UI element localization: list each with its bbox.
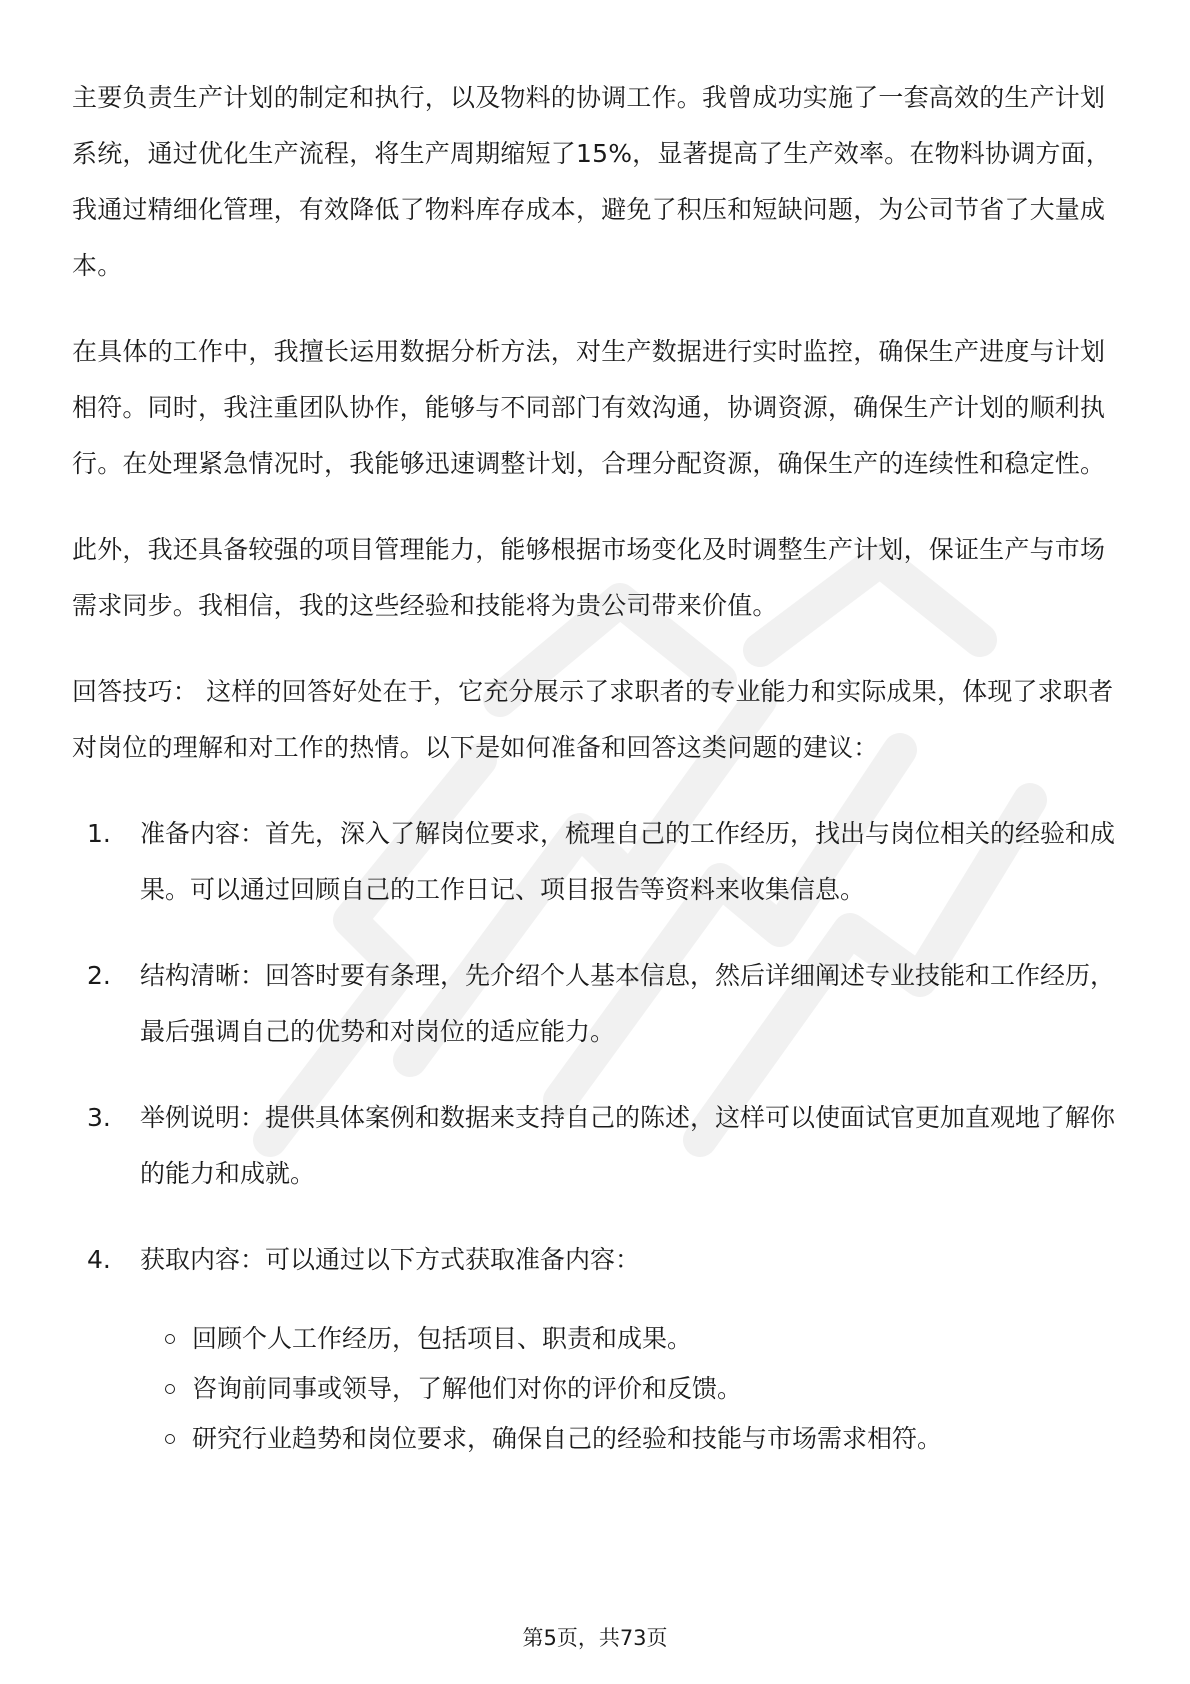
paragraph-2: 在具体的工作中，我擅长运用数据分析方法，对生产数据进行实时监控，确保生产进度与计划相符。同时，我注重团队协作，能够与不同部门有效沟通，协调资源，确保生产计划的顺利执行。在处理紧急情况时，我能够迅速调整计划，合理分配资源，确保生产的连续性和稳定性。	[72, 337, 1106, 478]
sub-list-item	[165, 1414, 1118, 1464]
list-item-text: 结构清晰：回答时要有条理，先介绍个人基本信息，然后详细阐述专业技能和工作经历，最后强调自己的优势和对岗位的适应能力。	[140, 961, 1116, 1046]
sub-list-item-text: 回顾个人工作经历，包括项目、职责和成果。	[192, 1324, 693, 1353]
sub-list-item-text: 研究行业趋势和岗位要求，确保自己的经验和技能与市场需求相符。	[192, 1424, 943, 1453]
list-item-number: 3.	[87, 1103, 111, 1132]
list-item-number: 4.	[87, 1245, 111, 1274]
list-item-number: 2.	[87, 961, 111, 990]
paragraph-3: 此外，我还具备较强的项目管理能力，能够根据市场变化及时调整生产计划，保证生产与市场需求同步。我相信，我的这些经验和技能将为贵公司带来价值。	[72, 535, 1106, 620]
list-item-text: 举例说明：提供具体案例和数据来支持自己的陈述，这样可以使面试官更加直观地了解你的能力和成就。	[140, 1103, 1116, 1188]
list-item-text: 获取内容：可以通过以下方式获取准备内容：	[140, 1245, 641, 1274]
sub-list-item	[165, 1364, 1118, 1414]
paragraph-1: 主要负责生产计划的制定和执行，以及物料的协调工作。我曾成功实施了一套高效的生产计划系统，通过优化生产流程，将生产周期缩短了15%，显著提高了生产效率。在物料协调方面，我通过精细化管理，有效降低了物料库存成本，避免了积压和短缺问题，为公司节省了大量成本。	[72, 83, 1111, 280]
list-item	[87, 1232, 1118, 1464]
sub-list-item	[165, 1314, 1118, 1364]
list-item-text: 准备内容：首先，深入了解岗位要求，梳理自己的工作经历，找出与岗位相关的经验和成果。可以通过回顾自己的工作日记、项目报告等资料来收集信息。	[140, 819, 1116, 904]
list-item-number: 1.	[87, 819, 111, 848]
bullet-circle-icon	[165, 1384, 175, 1394]
list-item	[87, 806, 1118, 918]
list-item	[87, 948, 1118, 1060]
sub-list	[140, 1314, 1118, 1464]
answer-tip: 回答技巧： 这样的回答好处在于，它充分展示了求职者的专业能力和实际成果，体现了求职者对岗位的理解和对工作的热情。以下是如何准备和回答这类问题的建议：	[72, 677, 1114, 762]
bullet-circle-icon	[165, 1334, 175, 1344]
bullet-circle-icon	[165, 1434, 175, 1444]
main-content	[72, 70, 1118, 1494]
list-item	[87, 1090, 1118, 1202]
advice-list	[72, 806, 1118, 1464]
page-footer: 第5页，共73页	[522, 1626, 668, 1650]
sub-list-item-text: 咨询前同事或领导，了解他们对你的评价和反馈。	[192, 1374, 743, 1403]
